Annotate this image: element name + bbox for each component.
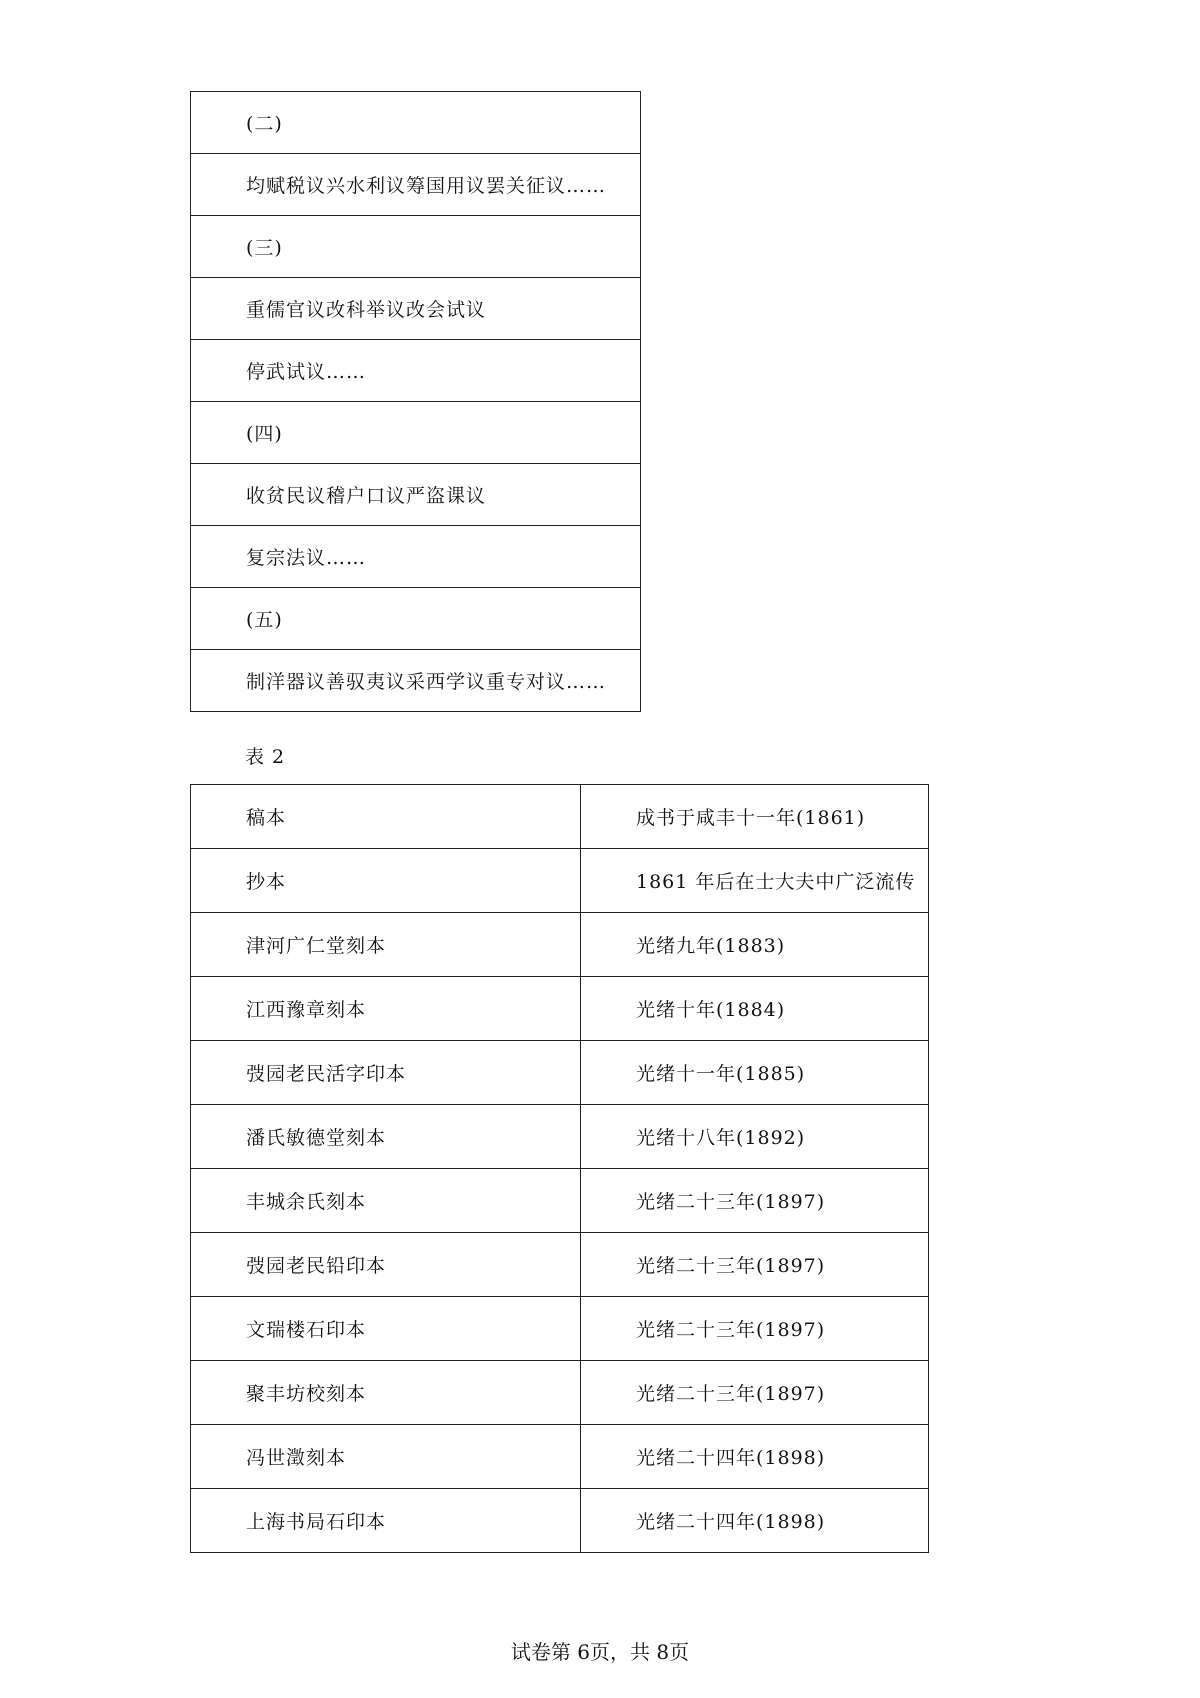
table-row [191, 216, 641, 278]
table-row [191, 92, 641, 154]
date-cell: 光绪二十三年(1897) [581, 1361, 929, 1425]
table-row [191, 1361, 929, 1425]
table-cell: 均赋税议兴水利议筹国用议罢关征议…… [191, 154, 641, 216]
table-cell: (二) [191, 92, 641, 154]
table-cell: (五) [191, 588, 641, 650]
table-row [191, 464, 641, 526]
table-row [191, 340, 641, 402]
edition-cell: 冯世澂刻本 [191, 1425, 581, 1489]
table-row [191, 1489, 929, 1553]
date-cell: 光绪十年(1884) [581, 977, 929, 1041]
edition-cell: 丰城余氏刻本 [191, 1169, 581, 1233]
table-row [191, 1105, 929, 1169]
table-row [191, 1297, 929, 1361]
table-cell: (三) [191, 216, 641, 278]
editions-table [190, 784, 929, 1553]
table-row [191, 402, 641, 464]
date-cell: 光绪二十三年(1897) [581, 1297, 929, 1361]
date-cell: 光绪十八年(1892) [581, 1105, 929, 1169]
edition-cell: 稿本 [191, 785, 581, 849]
edition-cell: 上海书局石印本 [191, 1489, 581, 1553]
table-row [191, 588, 641, 650]
date-cell: 成书于咸丰十一年(1861) [581, 785, 929, 849]
table-cell: 重儒官议改科举议改会试议 [191, 278, 641, 340]
table-cell: 复宗法议…… [191, 526, 641, 588]
table-row [191, 977, 929, 1041]
edition-cell: 江西豫章刻本 [191, 977, 581, 1041]
edition-cell: 聚丰坊校刻本 [191, 1361, 581, 1425]
date-cell: 光绪二十三年(1897) [581, 1169, 929, 1233]
date-cell: 1861 年后在士大夫中广泛流传 [581, 849, 929, 913]
edition-cell: 弢园老民活字印本 [191, 1041, 581, 1105]
table-cell: 制洋器议善驭夷议采西学议重专对议…… [191, 650, 641, 712]
table-row [191, 785, 929, 849]
table-row [191, 526, 641, 588]
table-cell: 停武试议…… [191, 340, 641, 402]
edition-cell: 津河广仁堂刻本 [191, 913, 581, 977]
table-row [191, 650, 641, 712]
table-row [191, 849, 929, 913]
table-row [191, 1425, 929, 1489]
edition-cell: 潘氏敏德堂刻本 [191, 1105, 581, 1169]
table-row [191, 1169, 929, 1233]
page-footer: 试卷第 6页，共 8页 [510, 1640, 690, 1664]
table-cell: 收贫民议稽户口议严盗课议 [191, 464, 641, 526]
edition-cell: 文瑞楼石印本 [191, 1297, 581, 1361]
date-cell: 光绪二十三年(1897) [581, 1233, 929, 1297]
date-cell: 光绪二十四年(1898) [581, 1489, 929, 1553]
table-row [191, 278, 641, 340]
date-cell: 光绪二十四年(1898) [581, 1425, 929, 1489]
date-cell: 光绪九年(1883) [581, 913, 929, 977]
table-row [191, 1041, 929, 1105]
table-row [191, 1233, 929, 1297]
table-caption: 表 2 [245, 746, 286, 768]
outline-table [190, 91, 641, 712]
table-row [191, 913, 929, 977]
edition-cell: 抄本 [191, 849, 581, 913]
date-cell: 光绪十一年(1885) [581, 1041, 929, 1105]
edition-cell: 弢园老民铅印本 [191, 1233, 581, 1297]
table-cell: (四) [191, 402, 641, 464]
table-row [191, 154, 641, 216]
